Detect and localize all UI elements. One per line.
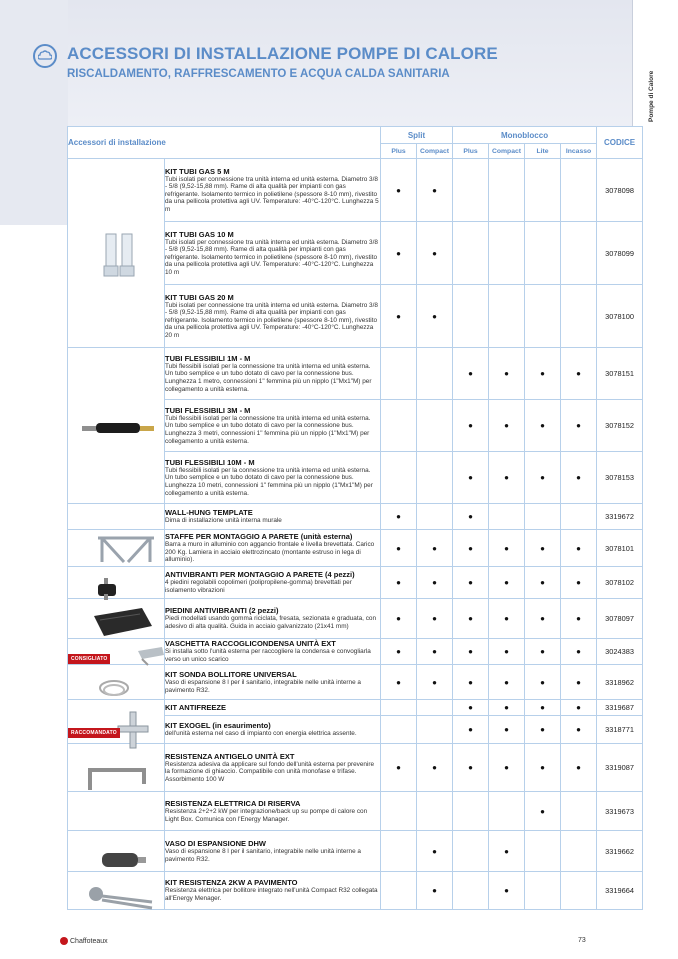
compatibility-mark: ●	[489, 567, 525, 599]
table-row	[68, 665, 643, 700]
compatibility-mark	[417, 348, 453, 400]
product-description: Vaso di espansione 8 l per il sanitario, integrabile nelle unità interne a pavimento R32.	[165, 678, 361, 694]
product-description: Tubi flessibili isolati per la connessione tra unità interna ed unità esterna. Un tubo semplice e un tubo dotato di cavo per la connessione bus. Lunghezza 3 metri, connessioni 1" femmina più un nipplo (1"Mx1"M) per collegamento a unità esterna.	[165, 414, 371, 445]
compatibility-mark	[561, 159, 597, 222]
compatibility-mark	[525, 872, 561, 910]
product-description-cell	[165, 452, 381, 504]
product-name: RESISTENZA ELETTRICA DI RISERVA	[165, 798, 301, 808]
compatibility-mark: ●	[489, 452, 525, 504]
product-code: 3078100	[597, 285, 643, 348]
compatibility-mark	[381, 872, 417, 910]
compatibility-mark	[489, 504, 525, 530]
compatibility-mark	[561, 285, 597, 348]
compatibility-mark: ●	[561, 700, 597, 716]
compatibility-mark: ●	[489, 665, 525, 700]
product-image-cell	[68, 792, 165, 831]
raccomandato-badge: RACCOMANDATO	[68, 728, 120, 738]
product-description: Tubi flessibili isolati per la connessione tra unità interna ed unità esterna. Un tubo semplice e un tubo dotato di cavo per la connessione bus. Lunghezza 1 metro, connessioni 1" femmina più un nipplo (1"Mx1"M) per collegamento a unità esterna.	[165, 362, 372, 393]
compatibility-mark: ●	[453, 504, 489, 530]
compatibility-mark: ●	[381, 159, 417, 222]
product-description-cell	[165, 567, 381, 599]
sub-header: Compact	[417, 144, 453, 159]
antifreeze-heater-image	[84, 764, 154, 794]
compatibility-mark	[417, 792, 453, 831]
product-description-cell	[165, 285, 381, 348]
product-code: 3078152	[597, 400, 643, 452]
compatibility-mark: ●	[561, 665, 597, 700]
sub-header: Plus	[381, 144, 417, 159]
product-description: Dima di installazione unità interna murale	[165, 517, 282, 525]
product-code: 3319672	[597, 504, 643, 530]
product-name: KIT TUBI GAS 5 M	[165, 166, 230, 176]
compatibility-mark: ●	[489, 400, 525, 452]
compatibility-mark: ●	[561, 452, 597, 504]
group-monoblocco: Monoblocco	[453, 127, 597, 144]
product-description-cell	[165, 530, 381, 567]
compatibility-mark: ●	[525, 665, 561, 700]
compatibility-mark: ●	[417, 567, 453, 599]
brand-logo-icon	[60, 937, 68, 945]
compatibility-mark: ●	[453, 567, 489, 599]
compatibility-mark: ●	[489, 348, 525, 400]
compatibility-mark	[525, 159, 561, 222]
compatibility-mark	[525, 504, 561, 530]
compatibility-mark: ●	[525, 700, 561, 716]
product-description-cell	[165, 665, 381, 700]
header-band-left	[0, 0, 68, 225]
compatibility-mark: ●	[453, 665, 489, 700]
compatibility-mark: ●	[489, 700, 525, 716]
floor-heater-image	[86, 884, 156, 914]
compatibility-mark: ●	[417, 872, 453, 910]
product-description: Piedi modellati usando gomma riciclata, fresata, sezionata e graduata, con adesivo di alta qualità. Guida in acciaio galvanizzato (21x41 mm)	[165, 615, 377, 630]
product-name: ANTIVIBRANTI PER MONTAGGIO A PARETE (4 pezzi)	[165, 570, 355, 580]
product-name: KIT TUBI GAS 20 M	[165, 292, 234, 302]
compatibility-mark	[417, 504, 453, 530]
product-description-cell	[165, 159, 381, 222]
compatibility-mark: ●	[417, 639, 453, 665]
product-description: 4 piedini regolabili copolimeri (polipropilene-gomma) brevettati per isolamento vibrazioni	[165, 579, 352, 594]
compatibility-mark	[381, 452, 417, 504]
product-name: VASCHETTA RACCOGLICONDENSA UNITÀ EXT	[165, 639, 336, 649]
product-description-cell	[165, 744, 381, 792]
product-description: Tubi isolati per connessione tra unità interna ed unità esterna. Diametro 3/8 - 5/8 (9,52-15,88 mm). Rame di alta qualità per impianti con gas refrigerante. Isolamento termico in polietilene (spessore 8-10 mm), rivestito da una pellicola protettiva agli UV. Temperature: -40°C-120°C. Lunghezza 5 m	[165, 175, 379, 213]
compatibility-mark: ●	[561, 744, 597, 792]
compatibility-mark	[525, 285, 561, 348]
compatibility-mark	[489, 222, 525, 285]
consigliato-badge: CONSIGLIATO	[68, 654, 110, 664]
table-row	[68, 700, 643, 716]
compatibility-mark: ●	[525, 348, 561, 400]
product-name: STAFFE PER MONTAGGIO A PARETE (unità esterna)	[165, 532, 353, 542]
compatibility-mark: ●	[453, 400, 489, 452]
product-description-cell	[165, 222, 381, 285]
compatibility-mark: ●	[489, 744, 525, 792]
product-description: Resistenza elettrica per bollitore integrato nell'unità Compact R32 collegata all'Energy Menager.	[165, 887, 378, 902]
product-code: 3078097	[597, 599, 643, 639]
compatibility-mark: ●	[381, 285, 417, 348]
compatibility-mark: ●	[453, 599, 489, 639]
product-description-cell	[165, 639, 381, 665]
compatibility-mark: ●	[453, 348, 489, 400]
product-name: RESISTENZA ANTIGELO UNITÀ EXT	[165, 751, 295, 761]
product-description: Vaso di espansione 8 l per il sanitario, integrabile nelle unità interne a pavimento R32.	[165, 847, 361, 863]
compatibility-mark: ●	[417, 222, 453, 285]
compatibility-mark	[453, 159, 489, 222]
compatibility-mark	[489, 792, 525, 831]
compatibility-mark: ●	[381, 599, 417, 639]
compatibility-mark	[417, 400, 453, 452]
flexible-pipe-image	[80, 420, 156, 436]
compatibility-mark: ●	[417, 159, 453, 222]
compatibility-mark	[453, 872, 489, 910]
sub-header: Compact	[489, 144, 525, 159]
compatibility-mark: ●	[453, 716, 489, 744]
compatibility-mark: ●	[417, 665, 453, 700]
compatibility-mark	[561, 831, 597, 872]
compatibility-mark	[417, 716, 453, 744]
compatibility-mark: ●	[381, 665, 417, 700]
table-row	[68, 348, 643, 400]
product-code: 3078151	[597, 348, 643, 400]
compatibility-mark	[453, 285, 489, 348]
anti-vibration-mount-image	[92, 576, 126, 602]
compatibility-mark: ●	[453, 744, 489, 792]
product-name: WALL-HUNG TEMPLATE	[165, 508, 253, 518]
product-name: KIT TUBI GAS 10 M	[165, 229, 234, 239]
compatibility-mark	[381, 716, 417, 744]
product-description-cell	[165, 700, 381, 716]
compatibility-mark: ●	[417, 744, 453, 792]
compatibility-mark: ●	[381, 744, 417, 792]
wall-bracket-image	[94, 532, 158, 566]
footer-brand	[60, 937, 108, 945]
product-description: Si installa sotto l'unità esterna per raccogliere la condensa e convogliarla verso un unico scarico	[165, 648, 371, 663]
expansion-vessel-image	[98, 848, 148, 872]
product-name: PIEDINI ANTIVIBRANTI (2 pezzi)	[165, 606, 279, 616]
compatibility-mark: ●	[381, 504, 417, 530]
compatibility-mark	[561, 792, 597, 831]
product-code: 3319687	[597, 700, 643, 716]
compatibility-mark: ●	[525, 792, 561, 831]
product-code: 3318962	[597, 665, 643, 700]
product-code: 3319673	[597, 792, 643, 831]
compatibility-mark: ●	[525, 599, 561, 639]
table-row	[68, 504, 643, 530]
compatibility-mark: ●	[525, 452, 561, 504]
product-description-cell	[165, 872, 381, 910]
compatibility-mark: ●	[489, 530, 525, 567]
side-section-label: Pompe di Calore	[648, 70, 655, 122]
compatibility-mark: ●	[489, 599, 525, 639]
compatibility-mark: ●	[381, 222, 417, 285]
compatibility-mark: ●	[561, 639, 597, 665]
compatibility-mark: ●	[561, 348, 597, 400]
page-subtitle: RISCALDAMENTO, RAFFRESCAMENTO E ACQUA CALDA SANITARIA	[67, 68, 450, 80]
table-row	[68, 159, 643, 222]
product-description: Tubi flessibili isolati per la connessione tra unità interna ed unità esterna. Un tubo semplice e un tubo dotato di cavo per la connessione bus. Lunghezza 10 metri, connessioni 1" femmina più un nipplo (1"Mx1"M) per collegamento a unità esterna.	[165, 466, 373, 497]
compatibility-mark	[381, 792, 417, 831]
compatibility-mark: ●	[417, 831, 453, 872]
compatibility-mark	[561, 222, 597, 285]
product-description: Tubi isolati per connessione tra unità interna ed unità esterna. Diametro 3/8 - 5/8 (9,52-15,88 mm). Rame di alta qualità per impianti con gas refrigerante. Isolamento termico in polietilene (spessore 8-10 mm), rivestito da una pellicola protettiva agli UV. Temperature: -40°C-120°C. Lunghezza 20 m	[165, 301, 378, 339]
compatibility-mark	[489, 159, 525, 222]
compatibility-mark: ●	[453, 452, 489, 504]
compatibility-mark: ●	[417, 285, 453, 348]
compatibility-mark: ●	[525, 744, 561, 792]
compatibility-mark: ●	[381, 567, 417, 599]
product-name: TUBI FLESSIBILI 1M - M	[165, 353, 251, 363]
compatibility-mark: ●	[525, 716, 561, 744]
col-accessori: Accessori di installazione	[68, 127, 381, 159]
compatibility-mark	[453, 792, 489, 831]
compatibility-mark: ●	[417, 599, 453, 639]
compatibility-mark	[417, 700, 453, 716]
compatibility-mark: ●	[561, 530, 597, 567]
product-code: 3078153	[597, 452, 643, 504]
compatibility-mark: ●	[453, 700, 489, 716]
table-row	[68, 567, 643, 599]
compatibility-mark	[417, 452, 453, 504]
compatibility-mark	[453, 222, 489, 285]
product-code: 3319664	[597, 872, 643, 910]
compatibility-mark	[525, 831, 561, 872]
product-description-cell	[165, 348, 381, 400]
compatibility-mark: ●	[489, 716, 525, 744]
compatibility-mark: ●	[381, 639, 417, 665]
product-description: Resistenza adesiva da applicare sul fondo dell'unità esterna per prevenire la formazione di ghiaccio. Compatibile con unità monofase e trifase. Assorbimento 100 W	[165, 760, 375, 783]
compatibility-mark	[381, 400, 417, 452]
compatibility-mark	[381, 700, 417, 716]
sub-header: Plus	[453, 144, 489, 159]
compatibility-mark: ●	[561, 400, 597, 452]
product-name: KIT ANTIFREEZE	[165, 703, 226, 712]
product-name: TUBI FLESSIBILI 10M - M	[165, 457, 255, 467]
compatibility-mark	[489, 285, 525, 348]
product-description: Tubi isolati per connessione tra unità interna ed unità esterna. Diametro 3/8 - 5/8 (9,52-15,88 mm). Rame di alta qualità per impianti con gas refrigerante. Isolamento termico in polietilene (spessore 8-10 mm), rivestito da una pellicola protettiva agli UV. Temperature: -40°C-120°C. Lunghezza 10 m	[165, 238, 378, 276]
sub-header: Incasso	[561, 144, 597, 159]
compatibility-mark: ●	[525, 400, 561, 452]
compatibility-mark: ●	[381, 530, 417, 567]
product-code: 3318771	[597, 716, 643, 744]
product-code: 3319662	[597, 831, 643, 872]
product-description-cell	[165, 716, 381, 744]
compatibility-mark: ●	[453, 639, 489, 665]
compatibility-mark: ●	[525, 567, 561, 599]
product-name: KIT SONDA BOLLITORE UNIVERSAL	[165, 669, 297, 679]
compatibility-mark	[453, 831, 489, 872]
product-description-cell	[165, 831, 381, 872]
col-codice: CODICE	[597, 127, 643, 159]
compatibility-mark: ●	[561, 567, 597, 599]
compatibility-mark: ●	[489, 872, 525, 910]
sensor-cable-image	[94, 676, 134, 702]
product-code: 3078099	[597, 222, 643, 285]
page-number: 73	[578, 937, 586, 944]
product-description-cell	[165, 504, 381, 530]
compatibility-mark: ●	[417, 530, 453, 567]
table-row	[68, 792, 643, 831]
product-description: Barra a muro in alluminio con aggancio frontale e livella brevettata. Carico 200 Kg. Lamiera in acciaio elettrozincato (montante estruso in lega di alluminio).	[165, 541, 375, 564]
group-split: Split	[381, 127, 453, 144]
compatibility-mark: ●	[561, 716, 597, 744]
product-description-cell	[165, 599, 381, 639]
product-description: dell'unità esterna nel caso di impianto con energia elettrica assente.	[165, 730, 357, 738]
rubber-feet-image	[90, 606, 156, 638]
compatibility-mark: ●	[525, 639, 561, 665]
compatibility-mark: ●	[489, 639, 525, 665]
product-description-cell	[165, 400, 381, 452]
table-row	[68, 831, 643, 872]
product-code: 3078101	[597, 530, 643, 567]
product-description-cell	[165, 792, 381, 831]
compatibility-mark	[381, 348, 417, 400]
compatibility-mark: ●	[489, 831, 525, 872]
product-name: KIT EXOGEL (in esaurimento)	[165, 721, 271, 731]
compatibility-mark: ●	[525, 530, 561, 567]
page-title: ACCESSORI DI INSTALLAZIONE POMPE DI CALORE	[67, 44, 498, 63]
product-name: TUBI FLESSIBILI 3M - M	[165, 405, 251, 415]
compatibility-mark	[561, 872, 597, 910]
compatibility-mark: ●	[453, 530, 489, 567]
product-description: Resistenza 2+2+2 kW per integrazione/back up su pompe di calore con Light Box. Comunica con l'Energy Manager.	[165, 807, 368, 823]
product-code: 3319087	[597, 744, 643, 792]
compatibility-mark	[561, 504, 597, 530]
brand-name: Chaffoteaux	[70, 937, 108, 945]
sub-header: Lite	[525, 144, 561, 159]
compatibility-mark	[381, 831, 417, 872]
antifreeze-valve-image	[116, 710, 150, 750]
product-code: 3024383	[597, 639, 643, 665]
heat-pump-logo-icon	[33, 44, 57, 68]
product-image-cell	[68, 504, 165, 530]
compatibility-mark	[525, 222, 561, 285]
product-name: KIT RESISTENZA 2KW A PAVIMENTO	[165, 878, 298, 888]
gas-pipe-kit-image	[100, 230, 140, 280]
compatibility-mark: ●	[561, 599, 597, 639]
product-code: 3078098	[597, 159, 643, 222]
condensate-tray-image	[136, 645, 166, 667]
product-code: 3078102	[597, 567, 643, 599]
product-name: VASO DI ESPANSIONE DHW	[165, 838, 266, 848]
